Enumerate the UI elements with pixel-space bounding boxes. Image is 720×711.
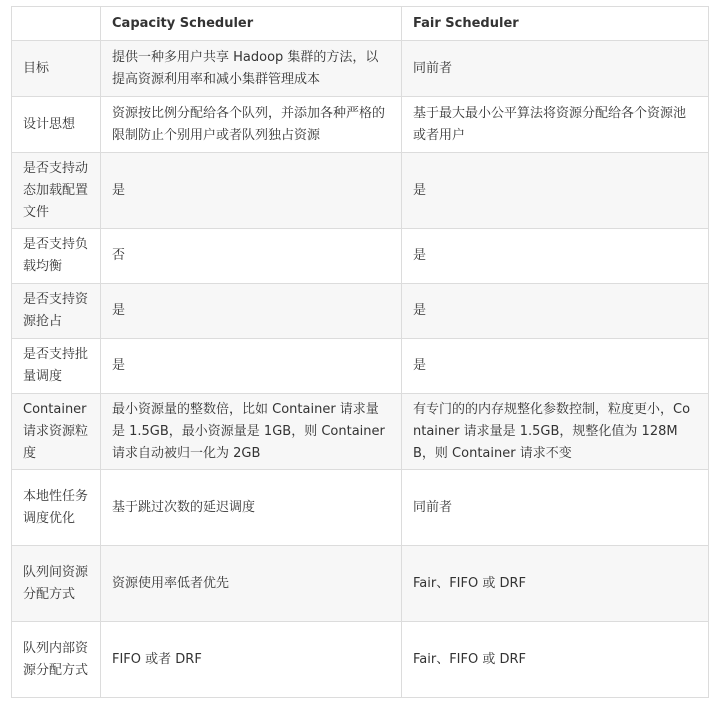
comparison-table-container	[11, 6, 709, 698]
capacity-cell: 是	[101, 339, 402, 394]
row-label: 设计思想	[12, 97, 101, 153]
capacity-cell: 资源使用率低者优先	[101, 546, 402, 622]
row-label: 是否支持动态加载配置文件	[12, 153, 101, 229]
header-capacity-scheduler: Capacity Scheduler	[101, 7, 402, 41]
fair-cell: 同前者	[402, 41, 709, 97]
fair-cell: 同前者	[402, 470, 709, 546]
fair-cell: Fair、FIFO 或 DRF	[402, 546, 709, 622]
capacity-cell: 基于跳过次数的延迟调度	[101, 470, 402, 546]
scheduler-comparison-table	[11, 6, 709, 698]
capacity-cell: 资源按比例分配给各个队列，并添加各种严格的限制防止个别用户或者队列独占资源	[101, 97, 402, 153]
header-empty	[12, 7, 101, 41]
table-row	[12, 153, 709, 229]
row-label: 是否支持负载均衡	[12, 229, 101, 284]
table-row	[12, 470, 709, 546]
table-row	[12, 41, 709, 97]
capacity-cell: FIFO 或者 DRF	[101, 622, 402, 698]
fair-cell: 是	[402, 339, 709, 394]
fair-cell: Fair、FIFO 或 DRF	[402, 622, 709, 698]
row-label: 队列内部资源分配方式	[12, 622, 101, 698]
row-label: 目标	[12, 41, 101, 97]
header-fair-scheduler: Fair Scheduler	[402, 7, 709, 41]
table-row	[12, 394, 709, 470]
fair-cell: 是	[402, 153, 709, 229]
capacity-cell: 否	[101, 229, 402, 284]
table-row	[12, 622, 709, 698]
fair-cell: 是	[402, 284, 709, 339]
fair-cell: 基于最大最小公平算法将资源分配给各个资源池或者用户	[402, 97, 709, 153]
capacity-cell: 提供一种多用户共享 Hadoop 集群的方法，以提高资源利用率和减小集群管理成本	[101, 41, 402, 97]
table-row	[12, 229, 709, 284]
table-row	[12, 546, 709, 622]
row-label: 本地性任务调度优化	[12, 470, 101, 546]
row-label: Container 请求资源粒度	[12, 394, 101, 470]
capacity-cell: 最小资源量的整数倍，比如 Container 请求量是 1.5GB，最小资源量是 1GB，则 Container 请求自动被归一化为 2GB	[101, 394, 402, 470]
row-label: 是否支持批量调度	[12, 339, 101, 394]
table-row	[12, 97, 709, 153]
fair-cell: 有专门的的内存规整化参数控制，粒度更小，Container 请求量是 1.5GB，规整化值为 128MB，则 Container 请求不变	[402, 394, 709, 470]
capacity-cell: 是	[101, 153, 402, 229]
capacity-cell: 是	[101, 284, 402, 339]
row-label: 是否支持资源抢占	[12, 284, 101, 339]
table-row	[12, 339, 709, 394]
row-label: 队列间资源分配方式	[12, 546, 101, 622]
table-header-row	[12, 7, 709, 41]
table-row	[12, 284, 709, 339]
fair-cell: 是	[402, 229, 709, 284]
